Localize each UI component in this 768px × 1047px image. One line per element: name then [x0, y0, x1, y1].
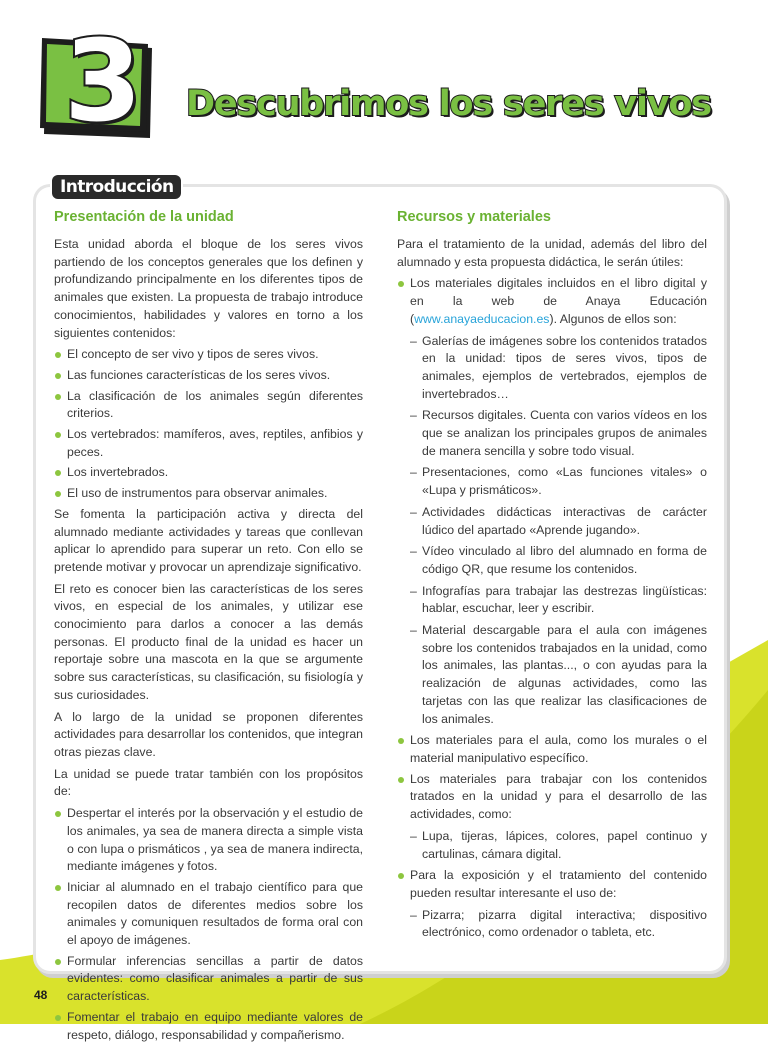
- text: ). Algunos de ellos son:: [549, 311, 677, 326]
- left-paragraph-5: La unidad se puede tratar también con los propósitos de:: [54, 766, 363, 799]
- left-heading: Presentación de la unidad: [54, 209, 234, 225]
- purposes-list: [54, 805, 363, 1044]
- left-paragraph-1: Esta unidad aborda el bloque de los seres vivos partiendo de los conceptos generales que los definen y profundizando principalmente en los diferentes tipos de animales que existen. La propuesta de trabajo introduce conocimientos, habilidades y valores en torno a los siguientes contenidos:: [54, 237, 363, 340]
- list-item: Fomentar el trabajo en equipo mediante valores de respeto, diálogo, responsabilidad y compañerismo.: [54, 1009, 363, 1044]
- list-item: – Lupa, tijeras, lápices, colores, papel continuo y cartulinas, cámara digital.: [410, 828, 707, 863]
- list-item: La clasificación de los animales según diferentes criterios.: [54, 388, 363, 423]
- list-item: – Galerías de imágenes sobre los contenidos tratados en la unidad: tipos de seres vivos, tipos de animales, ejemplos de vertebrados, ejemplos de invertebrados…: [410, 333, 707, 404]
- list-item: – Infografías para trabajar las destrezas lingüísticas: hablar, escuchar, leer y escribir.: [410, 583, 707, 618]
- list-item: – Pizarra; pizarra digital interactiva; dispositivo electrónico, como ordenador o tableta, etc.: [410, 907, 707, 942]
- contents-list: [54, 346, 363, 503]
- classroom-items-list: [410, 828, 707, 863]
- list-item: – Recursos digitales. Cuenta con varios vídeos en los que se analizan los principales grupos de animales de manera sencilla y sobre todo visual.: [410, 407, 707, 460]
- left-paragraph-3: El reto es conocer bien las características de los seres vivos, en especial de los animales, y utilizar ese conocimiento para darlos a conocer a las demás personas. El producto final de la unidad es hacer un reportaje sobre una mascota en la que se argumente sobre sus características, su clasificación, su fisiología y sus curiosidades.: [54, 581, 363, 702]
- list-item: Los vertebrados: mamíferos, aves, reptiles, anfibios y peces.: [54, 426, 363, 461]
- left-paragraph-2: Se fomenta la participación activa y directa del alumnado mediante actividades y tareas que conllevan aplicar lo aprendido para superar un reto. Con ello se pretende motivar y provocar un aprendizaje significativo.: [54, 506, 363, 574]
- resources-list: [397, 275, 707, 942]
- right-heading: Recursos y materiales: [397, 209, 551, 225]
- list-item: Los invertebrados.: [54, 464, 363, 482]
- unit-title: Descubrimos los seres vivos: [186, 84, 711, 124]
- list-item: – Material descargable para el aula con imágenes sobre los contenidos trabajados en la unidad, como los animales, las plantas..., o con ayudas para la realización de algunas actividades, como las tarjetas con las que realizar las clasificaciones de los animales.: [410, 622, 707, 728]
- list-item: Formular inferencias sencillas a partir de datos evidentes: como clasificar animales a partir de sus características.: [54, 953, 363, 1006]
- section-tab-introduccion: Introducción: [52, 175, 181, 199]
- list-item: – Presentaciones, como «Las funciones vitales» o «Lupa y prismáticos».: [410, 464, 707, 499]
- list-item: Despertar el interés por la observación y el estudio de los animales, ya sea de manera directa a simple vista o con lupa o prismáticos , ya sea de manera indirecta, mediante imágenes y fotos.: [54, 805, 363, 876]
- list-item: [397, 275, 707, 728]
- digital-materials-list: [410, 333, 707, 729]
- list-item: Iniciar al alumnado en el trabajo científico para que recopilen datos de diferentes medios sobre los animales y comuniquen resultados de forma oral con el apoyo de imágenes.: [54, 879, 363, 950]
- right-intro: Para el tratamiento de la unidad, además del libro del alumnado y esta propuesta didáctica, le serán útiles:: [397, 237, 707, 269]
- unit-number: 3: [64, 17, 142, 147]
- right-column: [397, 207, 707, 946]
- list-item: El uso de instrumentos para observar animales.: [54, 485, 363, 503]
- exposition-items-list: [410, 907, 707, 942]
- list-item: – Actividades didácticas interactivas de carácter lúdico del apartado «Aprende jugando».: [410, 504, 707, 539]
- list-item: [397, 867, 707, 942]
- text: Para la exposición y el tratamiento del contenido pueden resultar interesante el uso de:: [410, 868, 707, 900]
- list-item: Las funciones características de los seres vivos.: [54, 367, 363, 385]
- text: Los materiales para trabajar con los contenidos tratados en la unidad y para el desarrollo de las actividades, como:: [410, 771, 707, 822]
- list-item: Los materiales para el aula, como los murales o el material manipulativo específico.: [397, 732, 707, 767]
- page-number: 48: [34, 988, 48, 1002]
- list-item: [397, 771, 707, 864]
- left-column: [54, 207, 363, 1047]
- list-item: – Vídeo vinculado al libro del alumnado en forma de código QR, que resume los contenidos.: [410, 543, 707, 578]
- anaya-link[interactable]: www.anayaeducacion.es: [414, 311, 550, 326]
- text: Los materiales digitales incluidos en el libro digital y en la web de Anaya Educación (: [410, 276, 707, 326]
- list-item: El concepto de ser vivo y tipos de seres vivos.: [54, 346, 363, 364]
- left-paragraph-4: A lo largo de la unidad se proponen diferentes actividades para desarrollar los contenidos, que integran otras piezas clave.: [54, 709, 363, 759]
